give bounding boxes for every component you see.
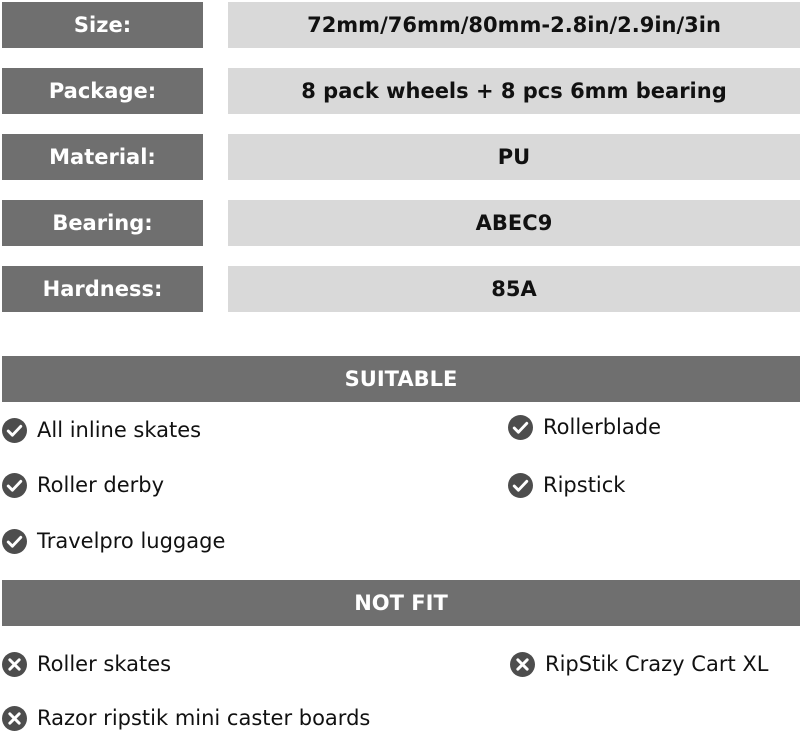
not-fit-item: [2, 649, 171, 679]
not-fit-item-label: Roller skates: [37, 652, 172, 676]
suitable-item-label: Ripstick: [543, 473, 626, 497]
not-fit-header: NOT FIT: [2, 580, 800, 626]
check-circle-icon: [2, 529, 27, 554]
suitable-header: SUITABLE: [2, 356, 800, 402]
suitable-item: [508, 412, 661, 442]
suitable-item: [508, 470, 625, 500]
suitable-item: [2, 470, 164, 500]
not-fit-item-label: RipStik Crazy Cart XL: [545, 652, 769, 676]
x-circle-icon: [510, 652, 535, 677]
check-circle-icon: [2, 473, 27, 498]
suitable-item-label: Travelpro luggage: [37, 529, 226, 553]
spec-label-size: Size:: [2, 2, 203, 48]
spec-label-package: Package:: [2, 68, 203, 114]
not-fit-item-label: Razor ripstik mini caster boards: [37, 706, 371, 730]
not-fit-item: [2, 703, 370, 733]
spec-value-hardness: 85A: [228, 266, 800, 312]
suitable-item-label: All inline skates: [37, 418, 202, 442]
not-fit-item: [510, 649, 768, 679]
spec-value-bearing: ABEC9: [228, 200, 800, 246]
x-circle-icon: [2, 652, 27, 677]
spec-label-hardness: Hardness:: [2, 266, 203, 312]
spec-label-bearing: Bearing:: [2, 200, 203, 246]
check-circle-icon: [2, 418, 27, 443]
suitable-item: [2, 415, 201, 445]
x-circle-icon: [2, 706, 27, 731]
suitable-item-label: Roller derby: [37, 473, 165, 497]
spec-value-package: 8 pack wheels + 8 pcs 6mm bearing: [228, 68, 800, 114]
check-circle-icon: [508, 473, 533, 498]
suitable-item-label: Rollerblade: [543, 415, 662, 439]
spec-label-material: Material:: [2, 134, 203, 180]
suitable-item: [2, 526, 225, 556]
spec-value-material: PU: [228, 134, 800, 180]
check-circle-icon: [508, 415, 533, 440]
spec-value-size: 72mm/76mm/80mm-2.8in/2.9in/3in: [228, 2, 800, 48]
